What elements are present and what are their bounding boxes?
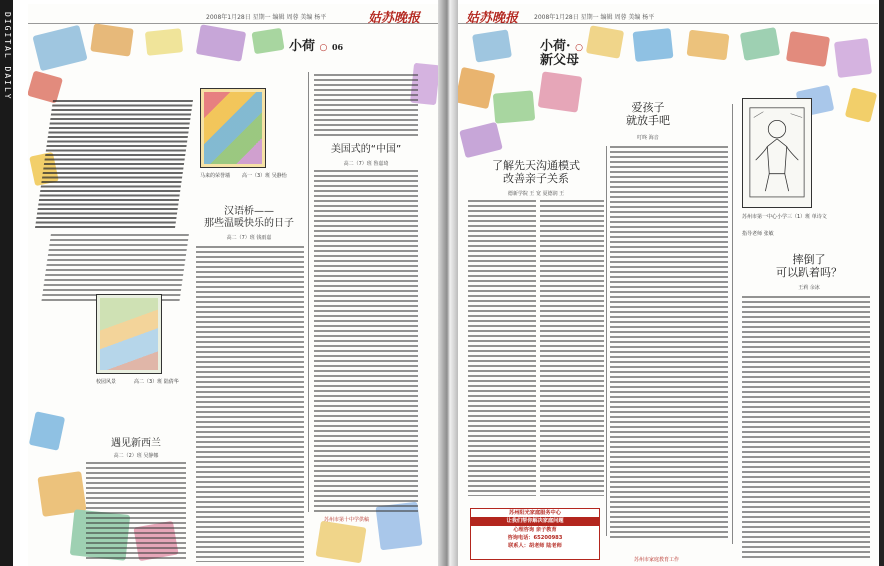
masthead-logo: 姑苏晚报 [466,11,519,26]
page-number: 06 [331,42,344,52]
article-body-lines [196,246,304,562]
photo-credit: 高二（3）班 陆倩华 [134,379,179,385]
doodle-sticker [586,25,624,58]
doodle-sticker [458,67,495,109]
column-rule [732,104,733,544]
doodle-sticker [538,71,583,112]
column-rule [606,146,607,536]
article-body-lines [314,170,418,514]
article-byline: 德新学院 王 宽 夏德润 王 [507,191,565,197]
article-body-communicate-2 [540,200,604,496]
doodle-sticker [32,25,87,72]
photo-caption: 马来的荣誉墙 [200,173,231,179]
photo-credit: 高一（3）班 吴静怡 [242,173,287,179]
photo-collage-art [204,92,262,164]
article-title-bridge [194,206,304,229]
article-title-communicate [472,160,600,185]
drawing-caption: 苏州市第一中心小学三（1）班 单诗文 [742,214,827,220]
section-circle-icon: ○ [575,43,583,53]
doodle-sticker [740,27,780,61]
article-body-communicate-1 [468,200,536,496]
article-title-line: 那些温暖快乐的日子 [204,217,294,229]
article-body-lines [742,296,870,560]
doodle-sticker [28,70,63,103]
column-rule [308,72,309,512]
advert-line: 苏州阳光家庭服务中心 [509,510,561,516]
doodle-sticker [459,122,503,158]
doodle-sticker [687,30,730,61]
doodle-sticker [251,28,284,54]
viewer-right-edge [879,0,884,566]
intro-text-lines [35,100,193,228]
advert-line: 联系人：胡老师 陆老师 [508,543,562,550]
article-title-line: 改善亲子关系 [503,171,569,185]
article-body-bridge [196,246,304,562]
article-body-lines [540,200,604,496]
article-body-lines [86,462,186,562]
article-body-reunion [86,462,186,562]
article-byline: 高二（2）班 吴静娜 [113,453,159,459]
advert-line: 咨询电话：65200983 [507,534,563,541]
article-byline: 叮咚 海音 [637,135,659,141]
doodle-sticker [786,31,830,67]
article-body-love [610,146,728,538]
photo-caption: 校园风景 [96,379,117,385]
doodle-sticker [90,23,134,56]
article-body-fall [742,296,870,560]
article-byline: 王莉 余冰 [798,285,820,291]
article-title-line: 汉语桥—— [224,206,274,217]
masthead-left [28,6,438,24]
article-body-china [314,170,418,514]
photo-framed [96,294,162,374]
doodle-sticker [145,28,183,56]
section-name: 小荷· [540,39,571,54]
article-title-fall [754,254,864,279]
child-drawing-sketch [746,102,808,203]
newspaper-page-right [458,4,878,566]
section-subname: 新父母 [540,53,580,69]
article-byline: 高二（7）班 钱雨嘉 [226,235,272,241]
article-title-line: 可以趴着吗？ [776,265,842,279]
photo-collage [200,88,266,168]
article-title-line: 摔倒了 [792,253,826,266]
book-spine [438,0,458,566]
drawing-teacher: 指导老师 张敏 [742,231,774,237]
article-body-lines [468,200,536,496]
advert-line: 心理咨询 亲子教育 [513,526,557,533]
doodle-sticker [315,521,366,564]
masthead-date: 2008年1月28日 星期一 编辑 周蓉 美编 杨平 [206,14,327,21]
article-body-china-top [314,74,418,136]
viewer-side-strip [0,0,13,566]
article-title-reunion: 遇见新西兰 [111,438,161,449]
section-circle-icon: ○ [319,43,328,53]
page-footer-note: 苏州市家庭教育工作 [634,557,680,563]
doodle-sticker [834,38,872,78]
viewer-side-label: DIGITAL DAILY [3,12,12,101]
advert-box [470,508,600,560]
doodle-sticker [472,29,512,62]
article-title-love [598,102,698,127]
article-body-lines [610,146,728,538]
article-title-china: 美国式的“中国” [330,144,402,155]
doodle-sticker [493,90,535,123]
article-body-lines [314,74,418,136]
article-title-line: 了解先天沟通模式 [492,159,580,172]
masthead-logo: 姑苏晚报 [368,11,421,26]
article-title-line: 爱孩子 [631,101,665,114]
masthead-date: 2008年1月28日 星期一 编辑 周蓉 美编 杨平 [534,14,655,21]
page-footer-note: 苏州市第十中学供稿 [324,517,370,523]
doodle-sticker [29,411,65,450]
photo-framed-art [100,298,158,370]
doodle-sticker [633,28,674,62]
newspaper-page-left [28,4,438,566]
intro-text-block [44,100,184,228]
section-name: 小荷 [289,39,316,54]
article-title-line: 就放手吧 [626,113,670,127]
section-title [289,40,343,54]
child-drawing [742,98,812,208]
doodle-sticker [845,87,877,122]
doodle-sticker [196,24,247,62]
article-byline: 高二（7）班 鲁嘉琦 [343,161,389,167]
masthead-right [458,6,878,24]
advert-line: 让我们帮你解决家庭问题 [471,517,599,525]
